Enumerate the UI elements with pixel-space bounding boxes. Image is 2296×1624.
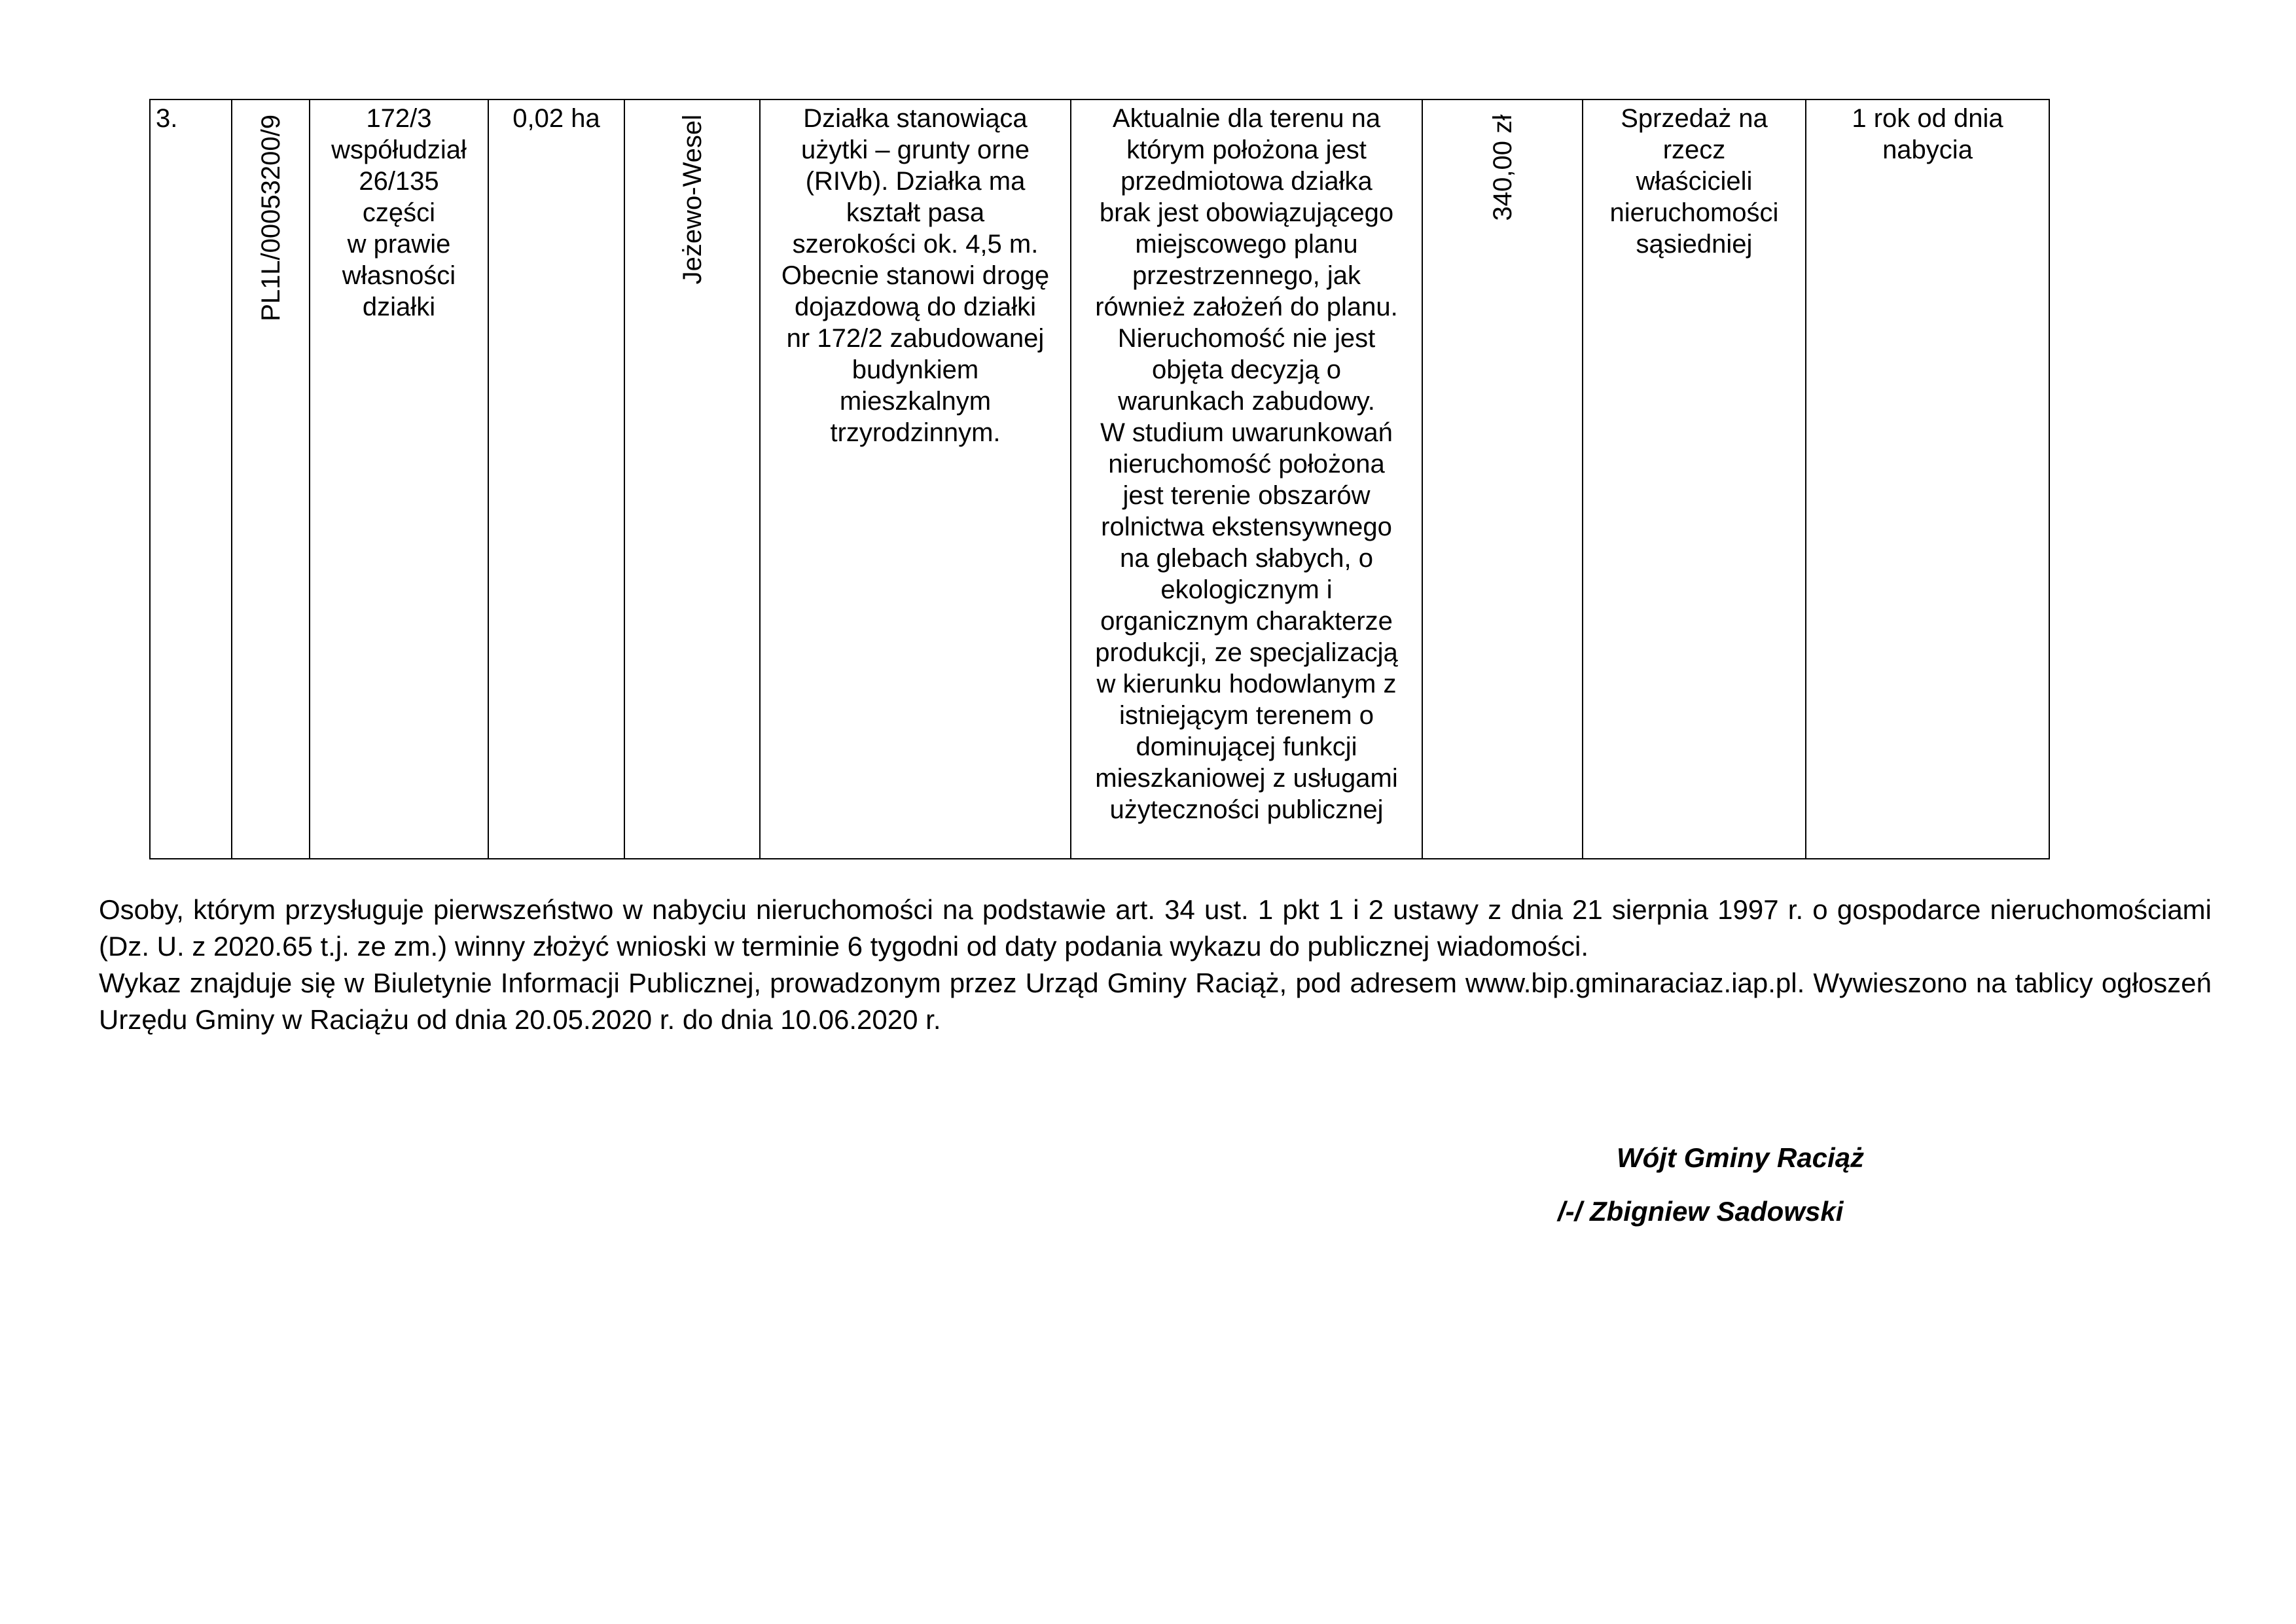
signature-title: Wójt Gminy Raciąż	[1617, 1142, 1865, 1173]
text-line: przedmiotowa działka	[1121, 167, 1372, 196]
cell-cena	[1422, 99, 1583, 859]
text-line: użytki – grunty orne	[800, 135, 1030, 164]
text-line: mieszkalnym	[839, 387, 992, 416]
text-line: ekologicznym i	[1160, 575, 1333, 604]
text-line: 26/135	[359, 167, 439, 196]
cell-przeznaczenie	[1071, 99, 1422, 859]
dzialka-text	[315, 103, 482, 323]
text-line: Aktualnie dla terenu na	[1112, 104, 1381, 133]
text-line: mieszkaniowej z usługami	[1095, 764, 1398, 793]
text-line: działki	[362, 293, 436, 321]
signature-name: /-/ Zbigniew Sadowski	[1558, 1196, 1844, 1227]
text-line: Obecnie stanowi drogę	[781, 261, 1050, 290]
text-line: również założeń do planu.	[1095, 293, 1398, 321]
text-line: w kierunku hodowlanym z	[1096, 670, 1397, 698]
text-line: nieruchomości	[1609, 198, 1779, 227]
text-line: w prawie	[347, 230, 451, 259]
text-line: (RIVb). Działka ma	[805, 167, 1026, 196]
text-line: warunkach zabudowy.	[1118, 387, 1375, 416]
notes-paragraph-priority: Osoby, którym przysługuje pierwszeństwo w nabyciu nieruchomości na podstawie art. 34 ust. 1 pkt 1 i 2 ustawy z dnia 21 sierpnia 1997 r. o gospodarce nieruchomościami (Dz. U. z 2020.65 t.j. ze zm.) winny złożyć wnioski w terminie 6 tygodni od daty podania wykazu do publicznej wiadomości.	[99, 894, 2212, 962]
text-line: nabycia	[1882, 135, 1973, 164]
cell-kw	[232, 99, 310, 859]
text-line: 1 rok od dnia	[1852, 104, 2003, 133]
notes-section	[99, 892, 2212, 1038]
cell-powierzchnia: 0,02 ha	[488, 99, 624, 859]
text-line: budynkiem	[852, 355, 979, 384]
text-line: użyteczności publicznej	[1109, 795, 1384, 824]
property-table	[149, 99, 2050, 859]
text-line: nieruchomość położona	[1108, 450, 1385, 478]
table-row	[150, 99, 2049, 859]
opis-text	[766, 103, 1065, 448]
text-line: istniejącym terenem o	[1119, 701, 1374, 730]
text-line: dominującej funkcji	[1136, 732, 1357, 761]
cell-termin	[1806, 99, 2049, 859]
cell-dzialka	[310, 99, 488, 859]
text-line: współudział	[331, 135, 467, 164]
obreb-name: Jeżewo-Wesel	[677, 115, 707, 285]
text-line: Sprzedaż na	[1621, 104, 1768, 133]
text-line: jest terenie obszarów	[1122, 481, 1371, 510]
text-line: W studium uwarunkowań	[1100, 418, 1393, 447]
text-line: przestrzennego, jak	[1132, 261, 1361, 290]
text-line: nr 172/2 zabudowanej	[786, 324, 1045, 353]
text-line: kształt pasa	[846, 198, 985, 227]
text-line: Działka stanowiąca	[803, 104, 1028, 133]
signature-block	[1558, 1131, 1950, 1238]
text-line: Nieruchomość nie jest	[1117, 324, 1376, 353]
text-line: trzyrodzinnym.	[830, 418, 1001, 447]
termin-text	[1812, 103, 2043, 166]
text-line: którym położona jest	[1126, 135, 1367, 164]
cell-obreb	[624, 99, 760, 859]
text-line: właścicieli	[1636, 167, 1753, 196]
kw-number: PL1L/00053200/9	[256, 115, 285, 321]
text-line: miejscowego planu	[1135, 230, 1358, 259]
text-line: własności	[342, 261, 456, 290]
text-line: szerokości ok. 4,5 m.	[792, 230, 1039, 259]
text-line: objęta decyzją o	[1151, 355, 1342, 384]
text-line: sąsiedniej	[1636, 230, 1753, 259]
text-line: brak jest obowiązującego	[1099, 198, 1394, 227]
cell-forma	[1583, 99, 1806, 859]
cell-lp: 3.	[150, 99, 232, 859]
text-line: produkcji, ze specjalizacją	[1095, 638, 1398, 667]
text-line: organicznym charakterze	[1100, 607, 1393, 636]
text-line: rzecz	[1662, 135, 1726, 164]
przeznaczenie-text	[1077, 103, 1416, 825]
cell-opis	[760, 99, 1071, 859]
notes-paragraph-publication: Wykaz znajduje się w Biuletynie Informacji Publicznej, prowadzonym przez Urząd Gminy Raciąż, pod adresem www.bip.gminaraciaz.iap.pl. Wywieszono na tablicy ogłoszeń Urzędu Gminy w Raciążu od dnia 20.05.2020 r. do dnia 10.06.2020 r.	[99, 967, 2212, 1035]
text-line: części	[362, 198, 436, 227]
text-line: rolnictwa ekstensywnego	[1101, 513, 1392, 541]
text-line: 172/3	[366, 104, 432, 133]
forma-text	[1588, 103, 1800, 260]
text-line: na glebach słabych, o	[1120, 544, 1373, 573]
text-line: dojazdową do działki	[794, 293, 1037, 321]
price-value: 340,00 zł	[1488, 115, 1517, 221]
